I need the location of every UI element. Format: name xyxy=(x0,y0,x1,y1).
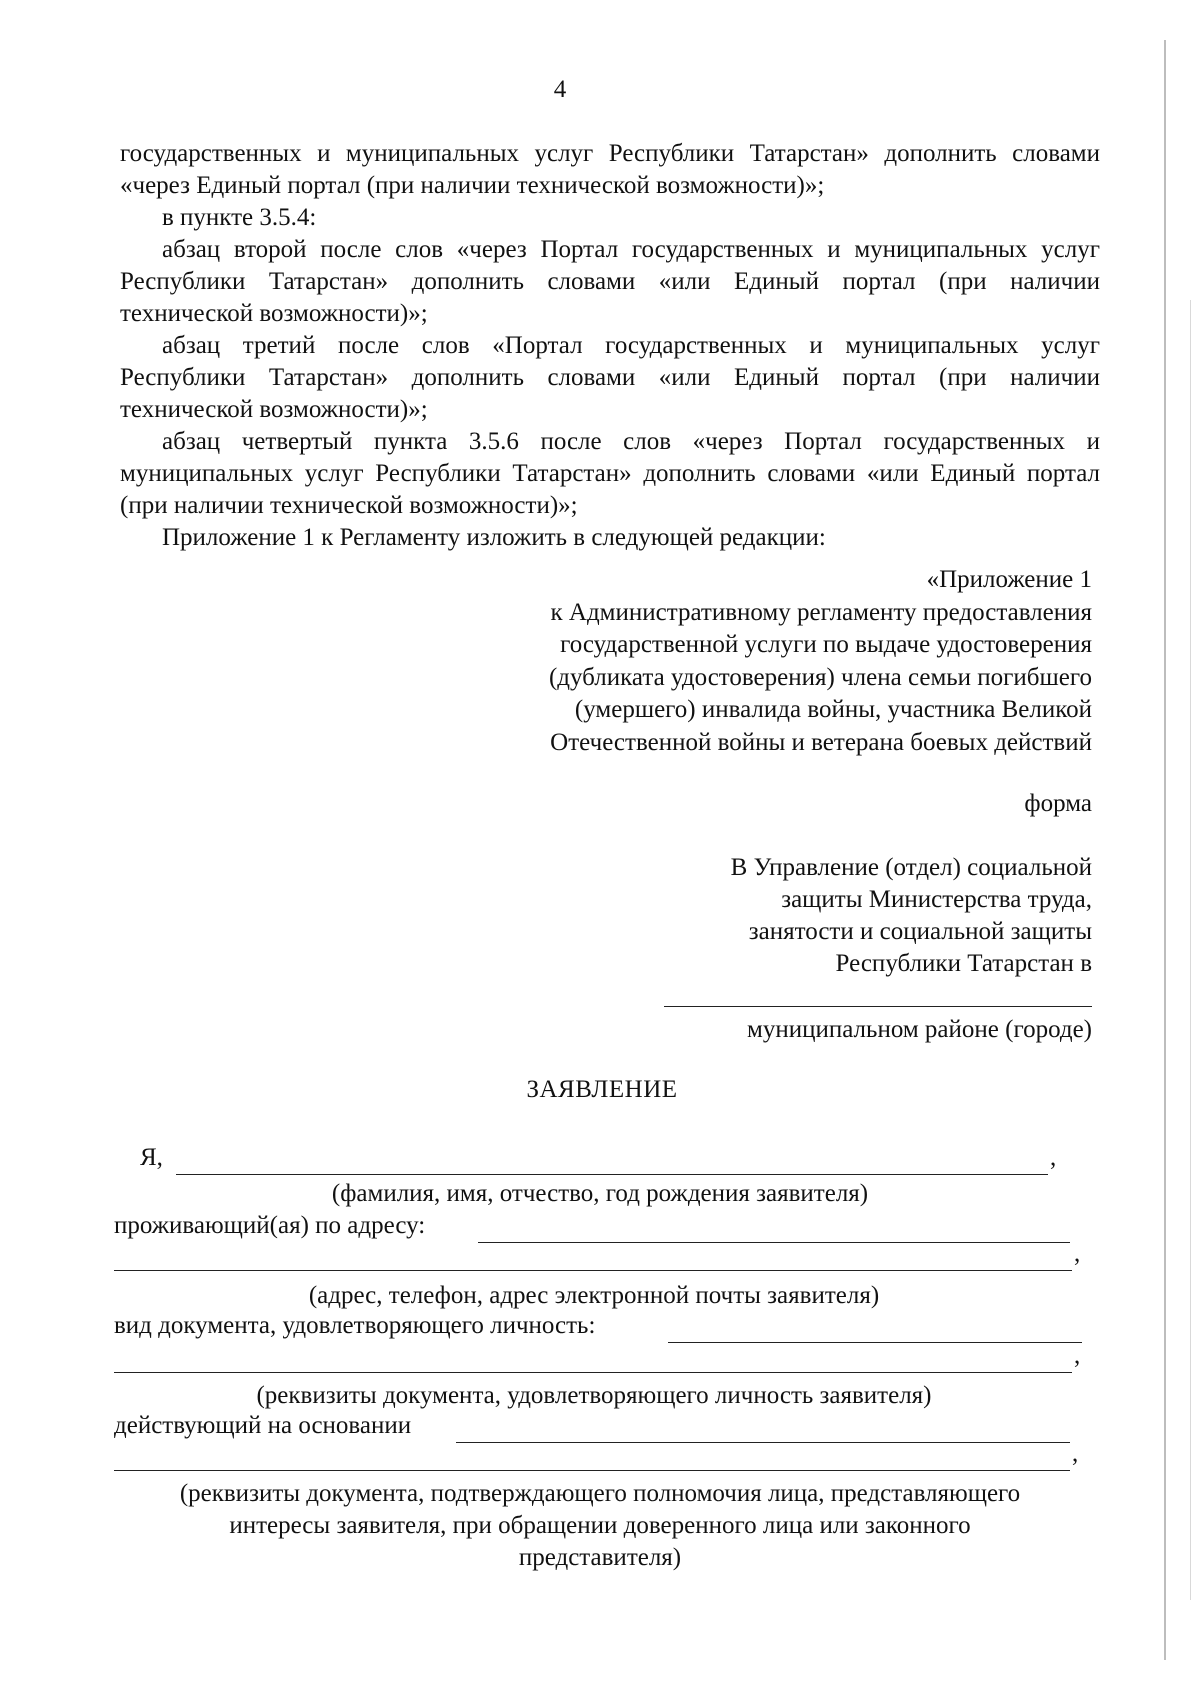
caption-line: интересы заявителя, при обращении доверенного лица или законного xyxy=(229,1512,971,1539)
id-document-field-continued[interactable] xyxy=(114,1344,1072,1373)
appendix-heading xyxy=(432,564,1092,759)
comma: , xyxy=(1072,1440,1079,1467)
municipality-field-line[interactable] xyxy=(664,1006,1092,1007)
address-field-continued[interactable] xyxy=(114,1242,1072,1271)
comma: , xyxy=(1074,1342,1081,1369)
addressee-line: Республики Татарстан в xyxy=(835,950,1092,977)
caption-line: (реквизиты документа, подтверждающего полномочия лица, представляющего xyxy=(179,1480,1021,1507)
residing-label: проживающий(ая) по адресу: xyxy=(114,1212,426,1239)
form-label: форма xyxy=(1024,790,1092,817)
caption-name: (фамилия, имя, отчество, год рождения заявителя) xyxy=(331,1180,869,1207)
paragraph: абзац второй после слов «через Портал государственных и муниципальных услуг Республики Татарстан» дополнить словами «или Единый портал (при наличии технической возможности)»; xyxy=(120,236,1100,327)
appendix-line: (дубликата удостоверения) члена семьи погибшего xyxy=(548,663,1092,691)
addressee-line: В Управление (отдел) социальной xyxy=(730,854,1092,881)
scan-edge xyxy=(1164,40,1166,1660)
addressee-line: защиты Министерства труда, xyxy=(781,886,1092,913)
appendix-line: (умершего) инвалида войны, участника Великой xyxy=(574,696,1092,723)
acting-basis-field-continued[interactable] xyxy=(114,1442,1070,1471)
paragraph: абзац третий после слов «Портал государственных и муниципальных услуг Республики Татарстан» дополнить словами «или Единый портал (при наличии технической возможности)»; xyxy=(120,332,1100,423)
amendment-text xyxy=(120,138,1100,554)
caption-id-document: (реквизиты документа, удовлетворяющего личность заявителя) xyxy=(256,1382,932,1409)
paragraph: государственных и муниципальных услуг Республики Татарстан» дополнить словами «через Единый портал (при наличии технической возможности)»; xyxy=(120,140,1100,199)
address-field[interactable] xyxy=(478,1214,1070,1243)
caption-authority xyxy=(100,1478,1100,1574)
addressee-line: занятости и социальной защиты xyxy=(748,918,1092,945)
addressee-block xyxy=(572,852,1092,980)
acting-basis-field[interactable] xyxy=(456,1414,1070,1443)
comma: , xyxy=(1050,1144,1057,1171)
caption-line: представителя) xyxy=(518,1544,682,1571)
document-title: ЗАЯВЛЕНИЕ xyxy=(526,1076,678,1103)
addressee-line: муниципальном районе (городе) xyxy=(747,1016,1092,1043)
paragraph: в пункте 3.5.4: xyxy=(162,204,317,231)
appendix-line: «Приложение 1 xyxy=(926,566,1092,593)
id-document-label: вид документа, удовлетворяющего личность: xyxy=(114,1312,596,1339)
caption-address: (адрес, телефон, адрес электронной почты заявителя) xyxy=(308,1282,880,1309)
paragraph: абзац четвертый пункта 3.5.6 после слов «через Портал государственных и муниципальных услуг Республики Татарстан» дополнить словами «или Единый портал (при наличии технической возможности)»; xyxy=(120,428,1100,519)
appendix-line: государственной услуги по выдаче удостоверения xyxy=(560,631,1092,658)
page-number: 4 xyxy=(553,76,567,103)
appendix-line: к Административному регламенту предоставления xyxy=(550,598,1092,626)
scan-edge xyxy=(1190,300,1191,1600)
paragraph: Приложение 1 к Регламенту изложить в следующей редакции: xyxy=(162,524,826,551)
comma: , xyxy=(1074,1240,1081,1267)
applicant-label: Я, xyxy=(140,1144,163,1171)
acting-basis-label: действующий на основании xyxy=(114,1412,412,1439)
appendix-line: Отечественной войны и ветерана боевых действий xyxy=(550,728,1092,756)
id-document-field[interactable] xyxy=(668,1314,1082,1343)
applicant-name-field[interactable] xyxy=(176,1146,1048,1175)
